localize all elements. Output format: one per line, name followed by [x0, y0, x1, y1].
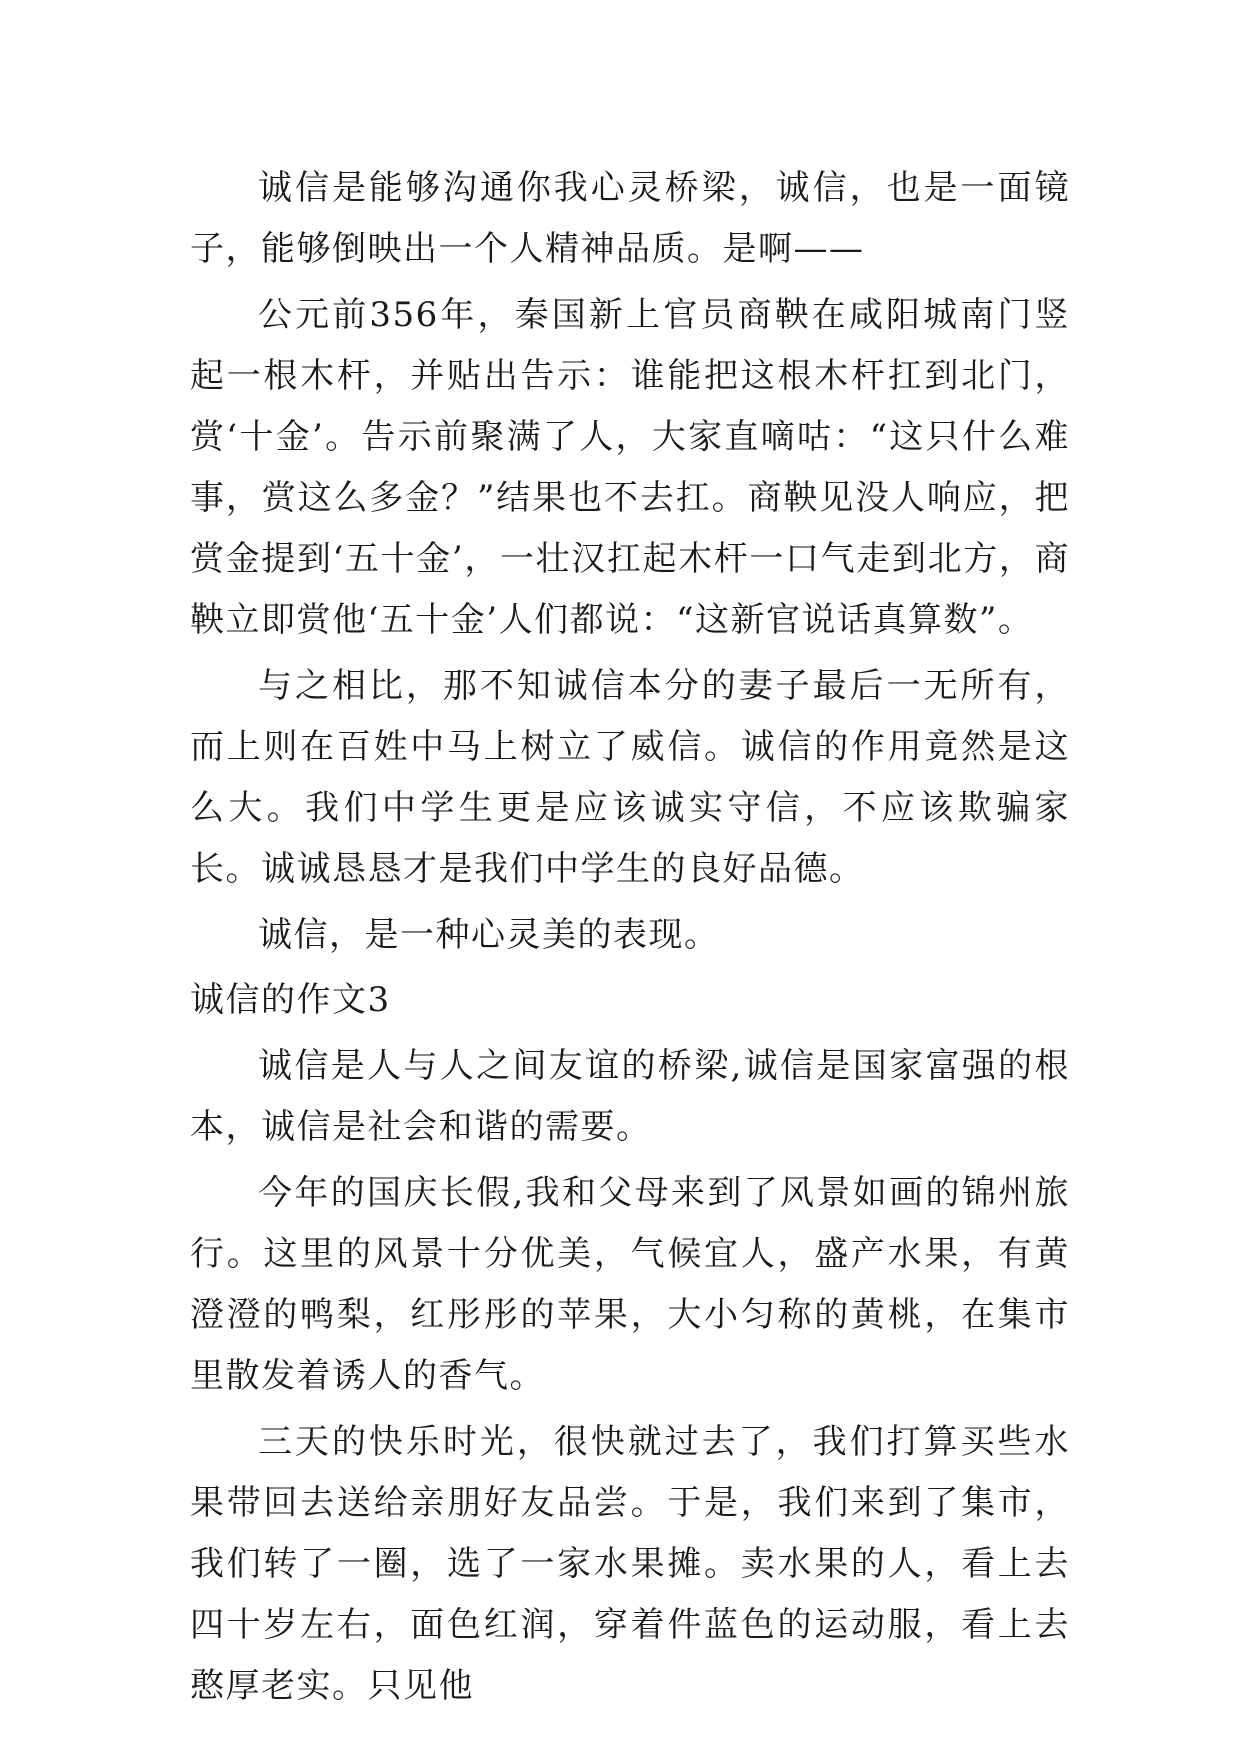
paragraph: 诚信是能够沟通你我心灵桥梁，诚信，也是一面镜子，能够倒映出一个人精神品质。是啊——: [190, 168, 1070, 269]
paragraph: 三天的快乐时光，很快就过去了，我们打算买些水果带回去送给亲朋好友品尝。于是，我们来到了集市，我们转了一圈，选了一家水果摊。卖水果的人，看上去四十岁左右，面色红润，穿着件蓝色的运动服，看上去憨厚老实。只见他: [190, 1422, 1070, 1706]
section-heading: 诚信的作文3: [190, 980, 391, 1020]
paragraph: 诚信，是一种心灵美的表现。: [258, 915, 720, 955]
paragraph: 公元前356年，秦国新上官员商鞅在咸阳城南门竖起一根木杆，并贴出告示：谁能把这根木杆扛到北门，赏‘十金’。告示前聚满了人，大家直嘀咕：“这只什么难事，赏这么多金？”结果也不去扛。商鞅见没人响应，把赏金提到‘五十金’，一壮汉扛起木杆一口气走到北方，商鞅立即赏他‘五十金’人们都说：“这新官说话真算数”。: [190, 295, 1070, 640]
document-body: [190, 158, 1070, 1717]
paragraph: 今年的国庆长假,我和父母来到了风景如画的锦州旅行。这里的风景十分优美，气候宜人，盛产水果，有黄澄澄的鸭梨，红彤彤的苹果，大小匀称的黄桃，在集市里散发着诱人的香气。: [190, 1173, 1070, 1396]
paragraph: 与之相比，那不知诚信本分的妻子最后一无所有，而上则在百姓中马上树立了威信。诚信的作用竟然是这么大。我们中学生更是应该诚实守信，不应该欺骗家长。诚诚恳恳才是我们中学生的良好品德。: [190, 666, 1070, 889]
paragraph: 诚信是人与人之间友谊的桥梁,诚信是国家富强的根本，诚信是社会和谐的需要。: [190, 1046, 1070, 1147]
